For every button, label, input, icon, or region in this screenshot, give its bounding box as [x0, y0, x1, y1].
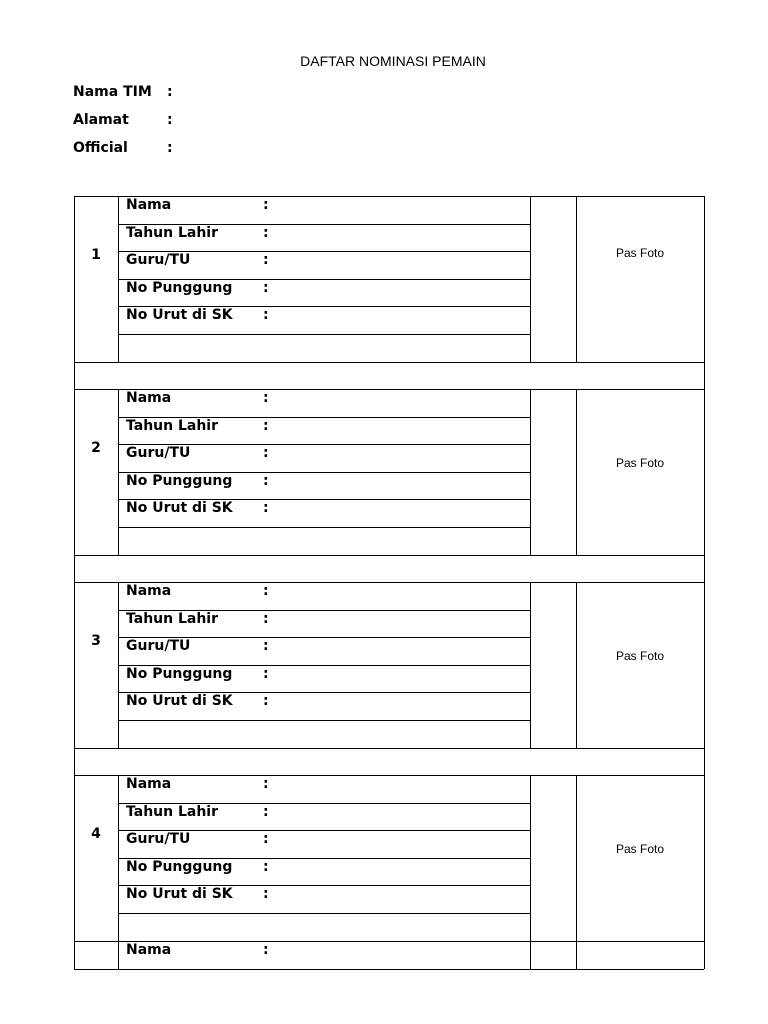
- field-label: No Urut di SK: [126, 886, 233, 902]
- outer-right-border: [704, 775, 705, 941]
- header-label: Official: [73, 140, 128, 156]
- field-sep: :: [263, 942, 269, 958]
- header-official: [73, 140, 173, 156]
- player-number: 1: [91, 247, 101, 263]
- field-label: No Punggung: [126, 280, 233, 296]
- field-label: Nama: [126, 776, 172, 792]
- field-sep: :: [263, 225, 269, 241]
- outer-right-border: [704, 196, 705, 362]
- field-label: Tahun Lahir: [126, 804, 219, 820]
- gap-left-border: [74, 362, 75, 389]
- block-bottom-border: [74, 555, 704, 556]
- field-sep: :: [263, 693, 269, 709]
- field-sep: :: [263, 886, 269, 902]
- player-number: 2: [91, 440, 101, 456]
- field-label: Guru/TU: [126, 831, 191, 847]
- partial-row-border: [704, 941, 705, 969]
- block-bottom-border: [74, 362, 704, 363]
- field-sep: :: [263, 611, 269, 627]
- header-label: Nama TIM: [73, 84, 152, 100]
- gap-right-border: [704, 748, 705, 775]
- photo-placeholder-label: Pas Foto: [615, 246, 665, 260]
- header-address: [73, 112, 173, 128]
- field-label: Guru/TU: [126, 445, 191, 461]
- gap-left-border: [74, 748, 75, 775]
- player-number: 3: [91, 633, 101, 649]
- field-label: Nama: [126, 942, 172, 958]
- field-sep: :: [263, 776, 269, 792]
- field-right-border: [530, 196, 531, 362]
- field-sep: :: [263, 252, 269, 268]
- outer-left-border: [74, 196, 75, 362]
- gap-right-border: [704, 555, 705, 582]
- header-sep: :: [167, 140, 173, 156]
- field-label: No Punggung: [126, 666, 233, 682]
- photo-placeholder-label: Pas Foto: [615, 456, 665, 470]
- field-sep: :: [263, 638, 269, 654]
- partial-row-border: [118, 941, 119, 969]
- field-row-border: [118, 527, 530, 528]
- field-sep: :: [263, 445, 269, 461]
- field-label: No Punggung: [126, 859, 233, 875]
- field-left-border: [118, 582, 119, 748]
- field-sep: :: [263, 280, 269, 296]
- field-label: Guru/TU: [126, 252, 191, 268]
- field-row-border: [118, 720, 530, 721]
- photo-left-border: [576, 196, 577, 362]
- gap-right-border: [704, 362, 705, 389]
- partial-row-border: [74, 941, 75, 969]
- field-sep: :: [263, 390, 269, 406]
- document-title: DAFTAR NOMINASI PEMAIN: [300, 53, 486, 69]
- header-label: Alamat: [73, 112, 129, 128]
- field-right-border: [530, 775, 531, 941]
- field-sep: :: [263, 583, 269, 599]
- photo-left-border: [576, 389, 577, 555]
- photo-placeholder-label: Pas Foto: [615, 842, 665, 856]
- header-team-name: [73, 84, 173, 100]
- field-label: Tahun Lahir: [126, 611, 219, 627]
- partial-row-bottom: [74, 969, 704, 970]
- field-left-border: [118, 196, 119, 362]
- header-sep: :: [167, 84, 173, 100]
- field-label: Nama: [126, 390, 172, 406]
- gap-left-border: [74, 555, 75, 582]
- outer-left-border: [74, 582, 75, 748]
- field-label: Tahun Lahir: [126, 418, 219, 434]
- field-row-border: [118, 913, 530, 914]
- block-bottom-border: [74, 748, 704, 749]
- field-left-border: [118, 775, 119, 941]
- field-sep: :: [263, 859, 269, 875]
- field-sep: :: [263, 473, 269, 489]
- field-row-border: [118, 334, 530, 335]
- field-left-border: [118, 389, 119, 555]
- player-number: 4: [91, 826, 101, 842]
- header-sep: :: [167, 112, 173, 128]
- outer-left-border: [74, 389, 75, 555]
- photo-left-border: [576, 775, 577, 941]
- photo-left-border: [576, 582, 577, 748]
- outer-left-border: [74, 775, 75, 941]
- field-sep: :: [263, 307, 269, 323]
- field-sep: :: [263, 418, 269, 434]
- field-sep: :: [263, 666, 269, 682]
- field-label: Tahun Lahir: [126, 225, 219, 241]
- field-label: No Punggung: [126, 473, 233, 489]
- field-sep: :: [263, 500, 269, 516]
- field-label: No Urut di SK: [126, 307, 233, 323]
- field-right-border: [530, 582, 531, 748]
- field-sep: :: [263, 804, 269, 820]
- outer-right-border: [704, 389, 705, 555]
- field-right-border: [530, 389, 531, 555]
- field-label: Guru/TU: [126, 638, 191, 654]
- outer-right-border: [704, 582, 705, 748]
- field-label: Nama: [126, 197, 172, 213]
- partial-row-border: [576, 941, 577, 969]
- field-sep: :: [263, 197, 269, 213]
- field-label: No Urut di SK: [126, 693, 233, 709]
- photo-placeholder-label: Pas Foto: [615, 649, 665, 663]
- field-label: No Urut di SK: [126, 500, 233, 516]
- field-label: Nama: [126, 583, 172, 599]
- field-sep: :: [263, 831, 269, 847]
- partial-row-border: [530, 941, 531, 969]
